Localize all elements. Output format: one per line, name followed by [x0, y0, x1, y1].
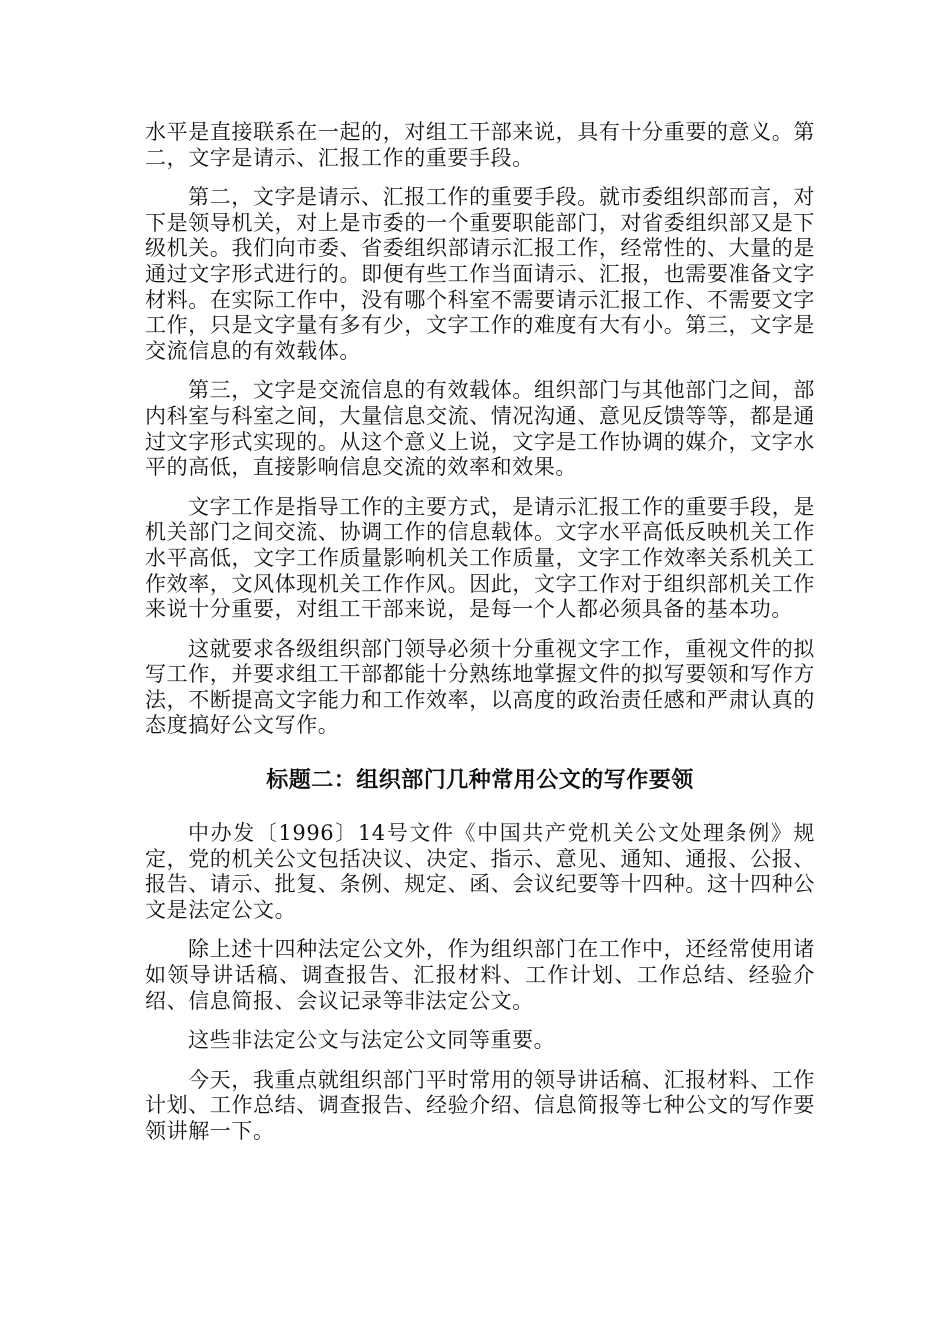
- section-heading: 标题二：组织部门几种常用公文的写作要领: [266, 768, 694, 794]
- paragraph-writing-importance: 文字工作是指导工作的主要方式，是请示汇报工作的重要手段，是机关部门之间交流、协调工作的信息载体。文字水平高低反映机关工作水平高低，文字工作质量影响机关工作质量，文字工作效率关系机关工作效率，文风体现机关工作作风。因此，文字工作对于组织部机关工作来说十分重要，对组工干部来说，是每一个人都必须具备的基本功。: [145, 494, 815, 622]
- paragraph-writing-report-means: 第二，文字是请示、汇报工作的重要手段。就市委组织部而言，对下是领导机关，对上是市委的一个重要职能部门，对省委组织部又是下级机关。我们向市委、省委组织部请示汇报工作，经常性的、大量的是通过文字形式进行的。即便有些工作当面请示、汇报，也需要准备文字材料。在实际工作中，没有哪个科室不需要请示汇报工作、不需要文字工作，只是文字量有多有少，文字工作的难度有大有小。第三，文字是交流信息的有效载体。: [145, 185, 815, 363]
- paragraph-continuation: 水平是直接联系在一起的，对组工干部来说，具有十分重要的意义。第二，文字是请示、汇报工作的重要手段。: [145, 120, 815, 170]
- paragraph-today-focus: 今天，我重点就组织部门平时常用的领导讲话稿、汇报材料、工作计划、工作总结、调查报告、经验介绍、信息简报等七种公文的写作要领讲解一下。: [145, 1067, 815, 1143]
- paragraph-information-carrier: 第三，文字是交流信息的有效载体。组织部门与其他部门之间，部内科室与科室之间，大量信息交流、情况沟通、意见反馈等等，都是通过文字形式实现的。从这个意义上说，文字是工作协调的媒介，文字水平的高低，直接影响信息交流的效率和效果。: [145, 378, 815, 480]
- paragraph-non-statutory-documents: 除上述十四种法定公文外，作为组织部门在工作中，还经常使用诸如领导讲话稿、调查报告、汇报材料、工作计划、工作总结、经验介绍、信息简报、会议记录等非法定公文。: [145, 937, 815, 1013]
- paragraph-statutory-documents: 中办发〔1996〕14号文件《中国共产党机关公文处理条例》规定，党的机关公文包括决议、决定、指示、意见、通知、通报、公报、报告、请示、批复、条例、规定、函、会议纪要等十四种。这十四种公文是法定公文。: [145, 821, 815, 922]
- paragraph-equal-importance: 这些非法定公文与法定公文同等重要。: [188, 1028, 556, 1053]
- paragraph-leadership-requirement: 这就要求各级组织部门领导必须十分重视文字工作，重视文件的拟写工作，并要求组工干部都能十分熟练地掌握文件的拟写要领和写作方法，不断提高文字能力和工作效率，以高度的政治责任感和严肃认真的态度搞好公文写作。: [145, 636, 815, 738]
- document-page: [145, 120, 815, 1159]
